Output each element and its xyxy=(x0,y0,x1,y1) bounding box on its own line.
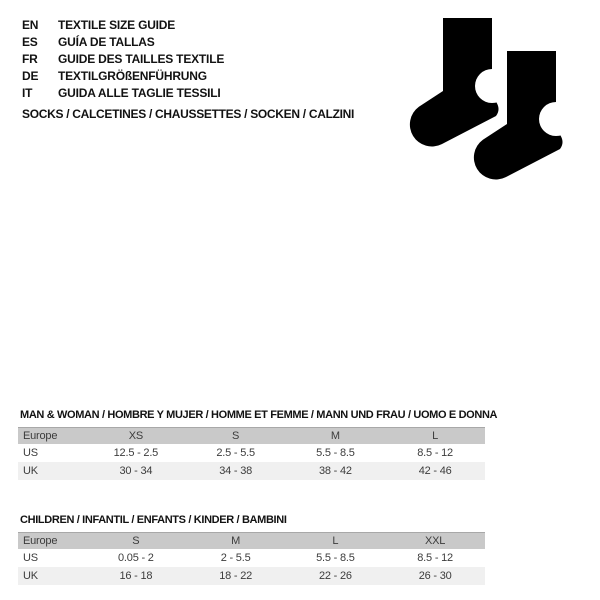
size-cell: 26 - 30 xyxy=(418,570,452,582)
size-cell: 8.5 - 12 xyxy=(417,447,453,459)
size-cell: 30 - 34 xyxy=(119,465,153,477)
language-code: FR xyxy=(22,52,38,66)
row-label: UK xyxy=(23,465,38,477)
language-code: IT xyxy=(22,86,33,100)
size-cell: 18 - 22 xyxy=(219,570,253,582)
col-header-size: M xyxy=(330,430,340,442)
table-row-uk xyxy=(18,462,485,480)
col-header-size: S xyxy=(232,430,240,442)
size-cell: 12.5 - 2.5 xyxy=(113,447,159,459)
col-header-size: S xyxy=(132,535,140,547)
socks-icon-svg xyxy=(405,15,563,183)
language-code: ES xyxy=(22,35,38,49)
size-cell: 5.5 - 8.5 xyxy=(316,447,355,459)
language-code: DE xyxy=(22,69,39,83)
table-header-row xyxy=(18,532,485,549)
col-header-size: XS xyxy=(128,430,144,442)
col-header-size: XXL xyxy=(425,535,446,547)
size-table-grid xyxy=(18,427,485,480)
socks-icon xyxy=(405,15,563,183)
table-title: CHILDREN / INFANTIL / ENFANTS / KINDER / BAMBINI xyxy=(20,514,287,526)
language-code: EN xyxy=(22,18,39,32)
table-row-us xyxy=(18,444,485,462)
sock-back xyxy=(410,18,509,146)
size-table-grid xyxy=(18,532,485,585)
size-cell: 34 - 38 xyxy=(219,465,253,477)
table-man-woman xyxy=(18,409,498,480)
language-list xyxy=(22,17,224,102)
size-cell: 2 - 5.5 xyxy=(220,552,251,564)
language-row-fr xyxy=(22,51,224,68)
language-label: GUIDA ALLE TAGLIE TESSILI xyxy=(58,86,221,100)
col-header-size: L xyxy=(332,535,339,547)
size-cell: 42 - 46 xyxy=(418,465,452,477)
size-cell: 16 - 18 xyxy=(119,570,153,582)
size-cell: 5.5 - 8.5 xyxy=(316,552,355,564)
col-header-size: M xyxy=(231,535,241,547)
row-label: US xyxy=(23,447,38,459)
language-label: GUIDE DES TAILLES TEXTILE xyxy=(58,52,225,66)
col-header-europe: Europe xyxy=(23,430,58,442)
table-children xyxy=(18,514,485,585)
table-row-uk xyxy=(18,567,485,585)
size-cell: 38 - 42 xyxy=(318,465,352,477)
row-label: UK xyxy=(23,570,38,582)
table-header-row xyxy=(18,427,485,444)
size-cell: 0.05 - 2 xyxy=(118,552,154,564)
language-label: GUÍA DE TALLAS xyxy=(58,35,155,49)
language-row-en xyxy=(22,17,224,34)
language-row-de xyxy=(22,68,224,85)
language-label: TEXTILGRÖßENFÜHRUNG xyxy=(58,69,207,83)
size-cell: 22 - 26 xyxy=(318,570,352,582)
col-header-europe: Europe xyxy=(23,535,58,547)
table-row-us xyxy=(18,549,485,567)
language-label: TEXTILE SIZE GUIDE xyxy=(58,18,176,32)
language-row-it xyxy=(22,85,224,102)
language-row-es xyxy=(22,34,224,51)
size-cell: 8.5 - 12 xyxy=(417,552,453,564)
size-cell: 2.5 - 5.5 xyxy=(216,447,255,459)
row-label: US xyxy=(23,552,38,564)
category-title: SOCKS / CALCETINES / CHAUSSETTES / SOCKEN / CALZINI xyxy=(22,107,355,121)
table-title: MAN & WOMAN / HOMBRE Y MUJER / HOMME ET FEMME / MANN UND FRAU / UOMO E DONNA xyxy=(20,409,498,421)
col-header-size: L xyxy=(432,430,439,442)
